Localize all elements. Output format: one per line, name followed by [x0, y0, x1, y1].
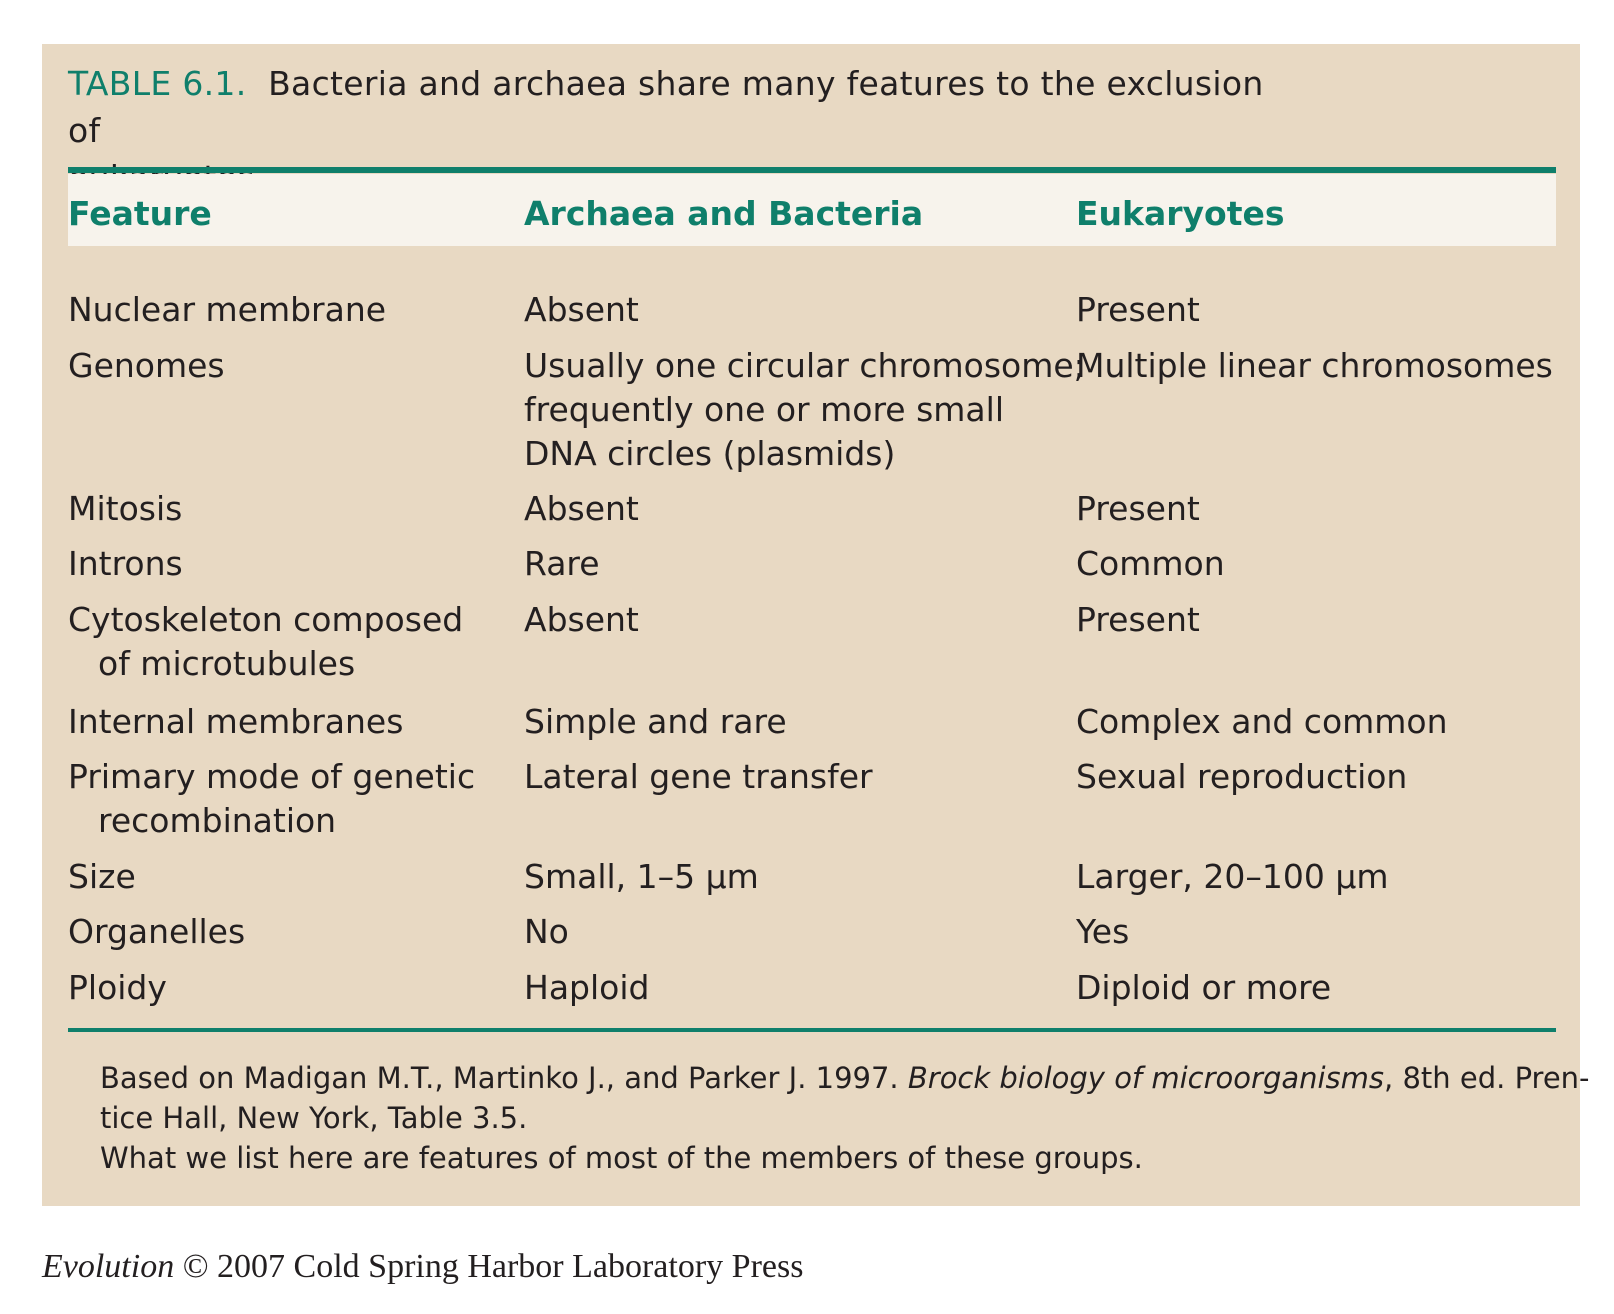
cell-feature [68, 288, 386, 332]
cell-line: Present [1076, 600, 1200, 639]
cell-line: Primary mode of genetic [68, 757, 476, 796]
cell-line: Internal membranes [68, 702, 404, 741]
cell-line: Mitosis [68, 489, 183, 528]
footnote-note: What we list here are features of most of the members of these groups. [100, 1141, 1143, 1175]
cell-line: Simple and rare [524, 702, 787, 741]
cell-archaea-bacteria [524, 700, 787, 744]
table-label: TABLE 6.1. [68, 64, 247, 103]
footnote-text: Based on Madigan M.T., Martinko J., and Parker J. 1997. [100, 1061, 908, 1095]
credit-text: © 2007 Cold Spring Harbor Laboratory Press [174, 1248, 804, 1285]
cell-line: recombination [98, 801, 337, 840]
cell-line: DNA circles (plasmids) [524, 434, 896, 473]
cell-line: Usually one circular chromosome; [524, 346, 1085, 385]
cell-line: Haploid [524, 968, 650, 1007]
cell-eukaryotes [1076, 966, 1331, 1010]
footnote-book-title: Brock biology of microorganisms [907, 1061, 1385, 1095]
cell-line: Size [68, 857, 136, 896]
cell-line: Present [1076, 290, 1200, 329]
cell-archaea-bacteria [524, 910, 569, 954]
footnote-source-cont: tice Hall, New York, Table 3.5. [100, 1101, 528, 1135]
cell-feature [68, 598, 463, 686]
cell-line: Genomes [68, 346, 225, 385]
cell-archaea-bacteria [524, 487, 639, 531]
cell-archaea-bacteria [524, 542, 600, 586]
table-top-rule [68, 167, 1556, 173]
cell-line: Small, 1–5 µm [524, 857, 759, 896]
cell-feature [68, 700, 403, 744]
cell-archaea-bacteria [524, 598, 639, 642]
cell-line: Absent [524, 290, 639, 329]
cell-eukaryotes [1076, 700, 1448, 744]
cell-line: Introns [68, 544, 183, 583]
cell-eukaryotes [1076, 288, 1200, 332]
cell-line: Organelles [68, 912, 246, 951]
caption-text-line1: Bacteria and archaea share many features to the exclusion of [68, 64, 1264, 150]
cell-eukaryotes [1076, 598, 1200, 642]
footnote-text: , 8th ed. Pren- [1384, 1061, 1590, 1095]
cell-feature [68, 966, 167, 1010]
cell-feature [68, 542, 183, 586]
cell-line: frequently one or more small [524, 390, 1004, 429]
cell-archaea-bacteria [524, 755, 873, 799]
cell-line: of microtubules [98, 644, 356, 683]
cell-line: Diploid or more [1076, 968, 1332, 1007]
copyright-credit [42, 1248, 803, 1286]
cell-line: Yes [1076, 912, 1130, 951]
cell-eukaryotes [1076, 910, 1129, 954]
cell-line: Present [1076, 489, 1200, 528]
cell-archaea-bacteria [524, 344, 1085, 476]
cell-line: Common [1076, 544, 1225, 583]
cell-line: Lateral gene transfer [524, 757, 873, 796]
cell-archaea-bacteria [524, 966, 649, 1010]
cell-line: Cytoskeleton composed [68, 600, 464, 639]
cell-line: Absent [524, 489, 639, 528]
cell-eukaryotes [1076, 487, 1200, 531]
credit-book-title: Evolution [42, 1248, 175, 1285]
cell-line: Sexual reproduction [1076, 757, 1408, 796]
cell-line: Rare [524, 544, 600, 583]
cell-line: Absent [524, 600, 639, 639]
header-archaea-bacteria: Archaea and Bacteria [524, 194, 924, 233]
cell-feature [68, 910, 245, 954]
cell-line: No [524, 912, 569, 951]
cell-line: Nuclear membrane [68, 290, 387, 329]
cell-eukaryotes [1076, 855, 1389, 899]
cell-feature [68, 755, 475, 843]
cell-feature [68, 487, 182, 531]
cell-feature [68, 344, 225, 388]
header-feature: Feature [68, 194, 212, 233]
header-eukaryotes: Eukaryotes [1076, 194, 1285, 233]
cell-line: Multiple linear chromosomes [1076, 346, 1553, 385]
cell-archaea-bacteria [524, 288, 639, 332]
cell-line: Larger, 20–100 µm [1076, 857, 1389, 896]
cell-eukaryotes [1076, 344, 1553, 388]
cell-line: Complex and common [1076, 702, 1448, 741]
table-bottom-rule [68, 1028, 1556, 1032]
footnote-source [100, 1058, 1590, 1098]
cell-eukaryotes [1076, 542, 1225, 586]
cell-line: Ploidy [68, 968, 167, 1007]
cell-eukaryotes [1076, 755, 1407, 799]
cell-archaea-bacteria [524, 855, 759, 899]
cell-feature [68, 855, 136, 899]
